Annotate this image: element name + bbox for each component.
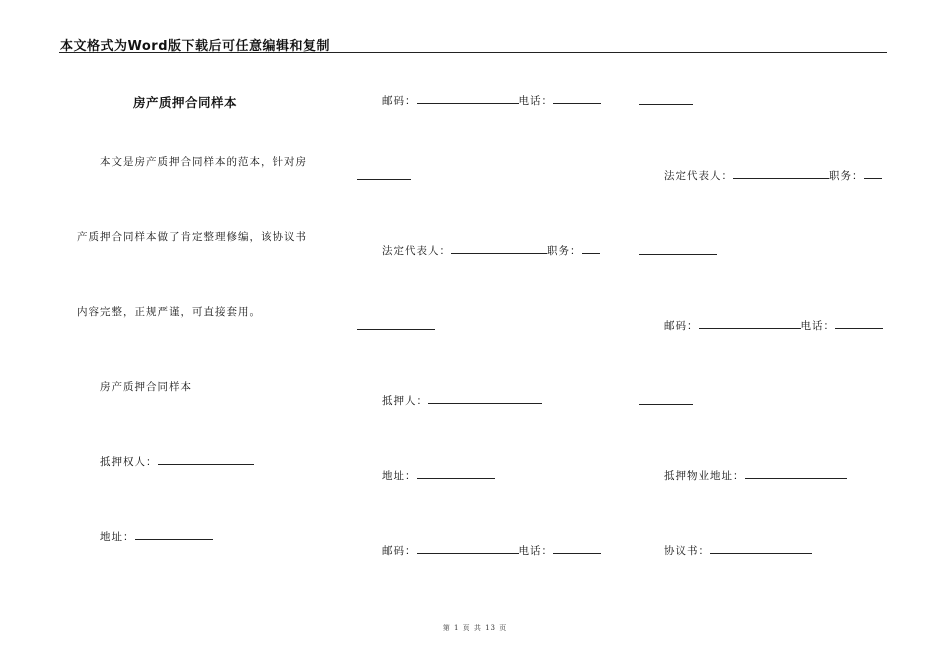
property-address-field: [664, 468, 847, 483]
legal-rep-row-2: [664, 168, 882, 183]
pledgor-label: 抵押人：: [382, 395, 428, 407]
pledgee-address-field: [100, 529, 213, 544]
continuation-blank-1: [357, 179, 411, 180]
pledgor-address-field: [382, 468, 495, 483]
pledgee-address-label: 地址：: [100, 531, 135, 543]
pledgor-field: [382, 393, 542, 408]
pledgee-label: 抵押权人：: [100, 456, 158, 468]
pledgor-blank: [428, 393, 542, 404]
postcode-phone-row-3: [664, 318, 883, 333]
postcode-blank-2: [417, 543, 519, 554]
position-blank-1: [582, 243, 600, 254]
legal-rep-row-1: [382, 243, 600, 258]
postcode-blank-3: [699, 318, 801, 329]
postcode-label-1: 邮码：: [382, 95, 417, 107]
position-label-1: 职务：: [547, 245, 582, 257]
phone-blank-1: [553, 93, 601, 104]
phone-label-2: 电话：: [518, 545, 553, 557]
phone-blank-2: [553, 543, 601, 554]
continuation-blank-3: [639, 104, 693, 105]
header-divider: [59, 52, 887, 53]
legal-rep-blank-1: [451, 243, 547, 254]
pledgor-address-label: 地址：: [382, 470, 417, 482]
continuation-blank-2: [357, 329, 435, 330]
position-blank-2: [864, 168, 882, 179]
continuation-blank-4: [639, 254, 717, 255]
page-number: 第 1 页 共 13 页: [442, 624, 508, 632]
agreement-field: [664, 543, 812, 558]
legal-rep-label-1: 法定代表人：: [382, 245, 451, 257]
pledgor-address-blank: [417, 468, 495, 479]
intro-line-3: 内容完整，正规严谨，可直接套用。: [77, 306, 261, 318]
document-header-title: 本文格式为Word版下载后可任意编辑和复制: [60, 39, 331, 54]
phone-blank-3: [835, 318, 883, 329]
phone-label-3: 电话：: [800, 320, 835, 332]
phone-label-1: 电话：: [518, 95, 553, 107]
pledgee-address-blank: [135, 529, 213, 540]
contract-subtitle: 房产质押合同样本: [100, 381, 192, 393]
legal-rep-label-2: 法定代表人：: [664, 170, 733, 182]
postcode-label-3: 邮码：: [664, 320, 699, 332]
intro-line-2: 产质押合同样本做了肯定整理修编，该协议书: [77, 231, 307, 243]
intro-line-1: 本文是房产质押合同样本的范本，针对房: [100, 156, 307, 168]
agreement-blank: [710, 543, 812, 554]
postcode-label-2: 邮码：: [382, 545, 417, 557]
continuation-blank-5: [639, 404, 693, 405]
pledgee-field: [100, 454, 254, 469]
document-title: 房产质押合同样本: [133, 95, 238, 110]
postcode-phone-row-1: [382, 93, 601, 108]
legal-rep-blank-2: [733, 168, 829, 179]
postcode-phone-row-2: [382, 543, 601, 558]
property-address-blank: [745, 468, 847, 479]
postcode-blank-1: [417, 93, 519, 104]
property-address-label: 抵押物业地址：: [664, 470, 745, 482]
position-label-2: 职务：: [829, 170, 864, 182]
pledgee-blank: [158, 454, 254, 465]
agreement-label: 协议书：: [664, 545, 710, 557]
